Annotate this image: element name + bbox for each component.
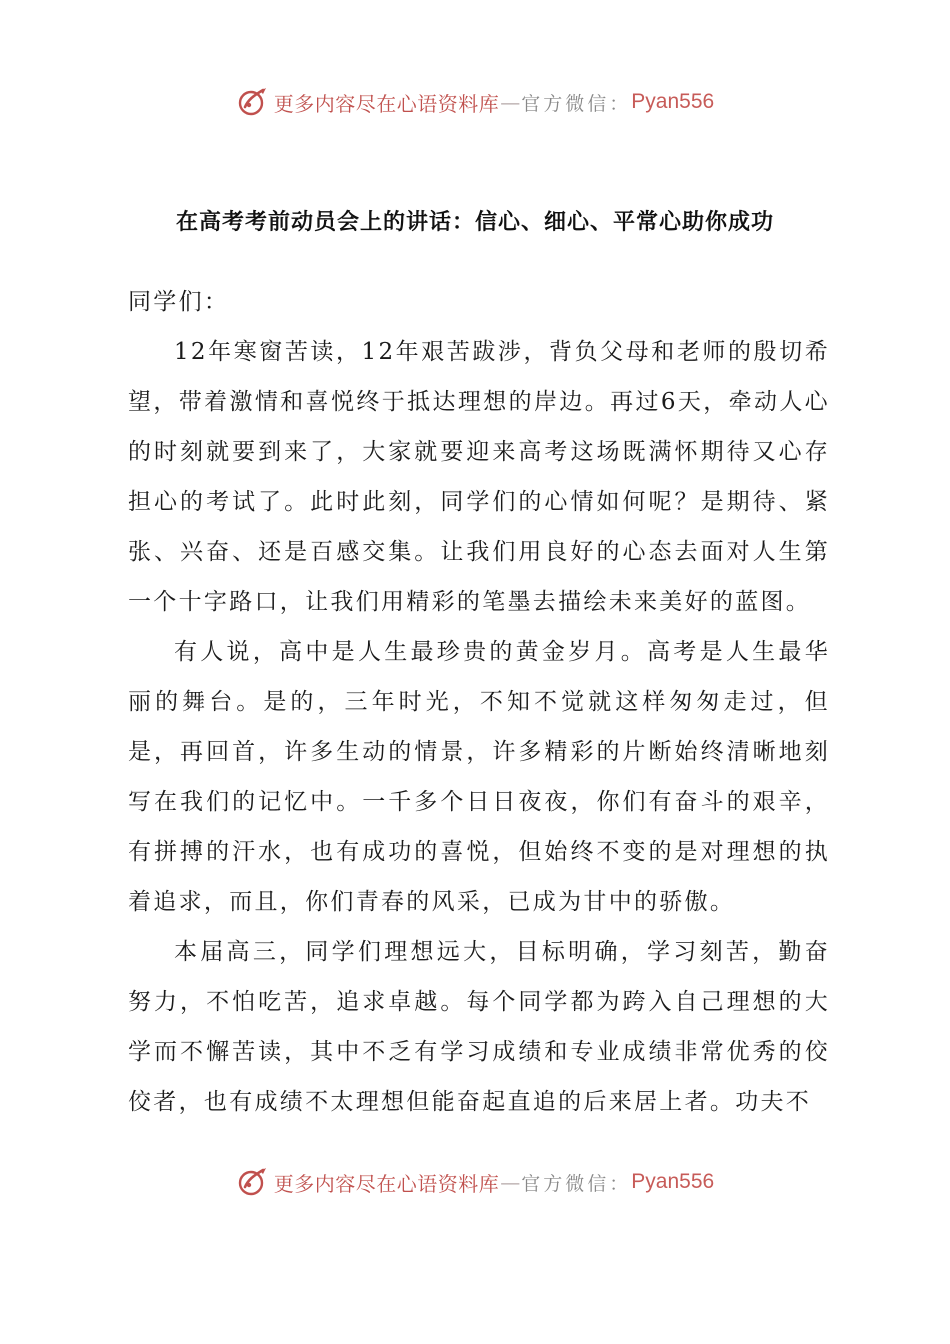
salutation: 同学们： (128, 289, 230, 315)
paragraph-1: 12年寒窗苦读，12年艰苦跋涉，背负父母和老师的殷切希望，带着激情和喜悦终于抵达理想的岸边。再过6天，牵动人心的时刻就要到来了，大家就要迎来高考这场既满怀期待又心存担心的考试了。此时此刻，同学们的心情如何呢？是期待、紧张、兴奋、还是百感交集。让我们用良好的心态去面对人生第一个十字路口，让我们用精彩的笔墨去描绘未来美好的蓝图。 (128, 339, 830, 615)
watermark-dash: — (500, 1170, 521, 1194)
watermark-label: 官方微信： (521, 1172, 632, 1195)
pen-logo-icon (236, 85, 270, 119)
watermark-footer (0, 1160, 950, 1204)
watermark-account: Pyan556 (631, 1170, 715, 1193)
watermark-label: 官方微信： (521, 92, 632, 115)
watermark-text: 更多内容尽在心语资料库 (273, 1171, 500, 1196)
document-title: 在高考考前动员会上的讲话：信心、细心、平常心助你成功 (175, 210, 774, 235)
paragraph-2: 有人说，高中是人生最珍贵的黄金岁月。高考是人生最华丽的舞台。是的，三年时光，不知不觉就这样匆匆走过，但是，再回首，许多生动的情景，许多精彩的片断始终清晰地刻写在我们的记忆中。一千多个日日夜夜，你们有奋斗的艰辛，有拼搏的汗水，也有成功的喜悦，但始终不变的是对理想的执着追求，而且，你们青春的风采，已成为甘中的骄傲。 (128, 639, 830, 915)
pen-logo-icon (236, 1165, 270, 1199)
watermark-account: Pyan556 (631, 90, 715, 113)
paragraph-3: 本届高三，同学们理想远大，目标明确，学习刻苦，勤奋努力，不怕吃苦，追求卓越。每个同学都为跨入自己理想的大学而不懈苦读，其中不乏有学习成绩和专业成绩非常优秀的佼佼者，也有成绩不太理想但能奋起直追的后来居上者。功夫不 (128, 939, 830, 1115)
watermark-header (0, 80, 950, 124)
document-body (128, 277, 830, 1127)
watermark-dash: — (500, 90, 521, 114)
watermark-text: 更多内容尽在心语资料库 (273, 91, 500, 116)
